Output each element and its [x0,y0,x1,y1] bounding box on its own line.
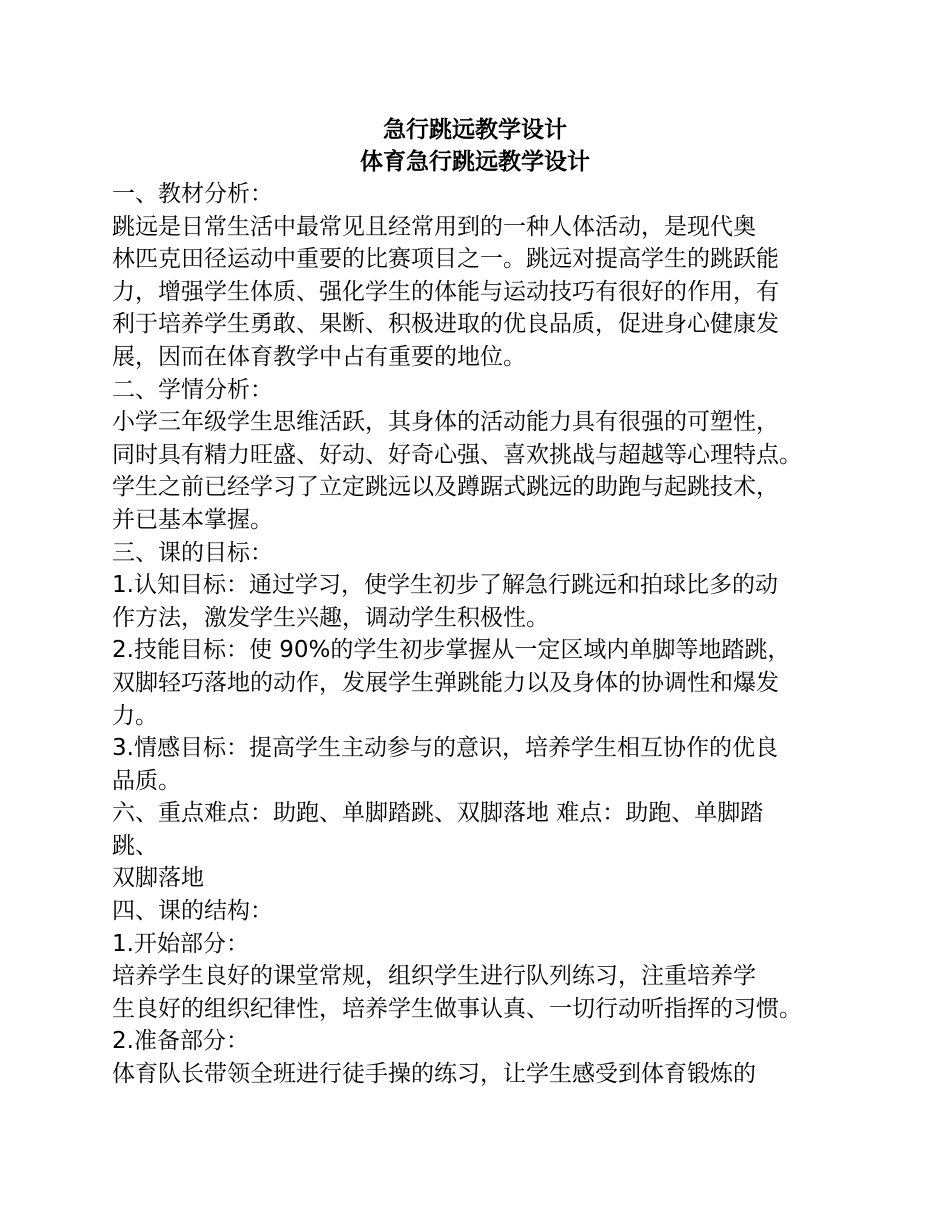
paragraph-line: 并已基本掌握。 [112,506,273,533]
subsection-heading: 1.开始部分： [112,930,249,957]
document-title: 急行跳远教学设计 [383,117,567,143]
paragraph-line: 3.情感目标：提高学生主动参与的意识，培养学生相互协作的优良 [112,735,778,762]
paragraph-line: 1.认知目标：通过学习，使学生初步了解急行跳远和拍球比多的动 [112,572,778,599]
paragraph-line: 同时具有精力旺盛、好动、好奇心强、喜欢挑战与超越等心理特点。 [112,441,802,468]
paragraph-line: 2.技能目标：使 90%的学生初步掌握从一定区域内单脚等地踏跳， [112,637,791,664]
paragraph-line: 展，因而在体育教学中占有重要的地位。 [112,343,526,370]
paragraph-line: 六、重点难点：助跑、单脚踏跳、双脚落地 难点：助跑、单脚踏 [112,800,764,827]
document-subtitle: 体育急行跳远教学设计 [360,149,590,175]
paragraph-line: 双脚落地 [112,865,204,892]
document-body [112,178,852,1091]
paragraph-line: 品质。 [112,767,181,794]
paragraph-line: 力，增强学生体质、强化学生的体能与运动技巧有很好的作用，有 [112,278,779,305]
paragraph-line: 学生之前已经学习了立定跳远以及蹲踞式跳远的助跑与起跳技术， [112,474,779,501]
section-heading-lesson-structure: 四、课的结构： [112,898,273,925]
section-heading-textbook-analysis: 一、教材分析： [112,181,273,207]
paragraph-line: 双脚轻巧落地的动作，发展学生弹跳能力以及身体的协调性和爆发 [112,669,779,696]
paragraph-line: 小学三年级学生思维活跃，其身体的活动能力具有很强的可塑性， [112,409,779,436]
subsection-heading: 2.准备部分： [112,1028,249,1055]
paragraph-line: 跳远是日常生活中最常见且经常用到的一种人体活动，是现代奥 [112,213,756,240]
section-heading-lesson-goals: 三、课的目标： [112,539,273,566]
paragraph-line: 培养学生良好的课堂常规，组织学生进行队列练习，注重培养学 [112,963,756,990]
paragraph-line: 体育队长带领全班进行徒手操的练习，让学生感受到体育锻炼的 [112,1061,756,1088]
paragraph-line: 作方法，激发学生兴趣，调动学生积极性。 [112,604,549,631]
paragraph-line: 生良好的组织纪律性，培养学生做事认真、一切行动听指挥的习惯。 [112,995,802,1022]
paragraph-line: 利于培养学生勇敢、果断、积极进取的优良品质，促进身心健康发 [112,311,779,338]
paragraph-line: 林匹克田径运动中重要的比赛项目之一。跳远对提高学生的跳跃能 [112,246,779,273]
paragraph-line: 跳、 [112,832,158,859]
paragraph-line: 力。 [112,702,158,729]
section-heading-student-analysis: 二、学情分析： [112,376,273,403]
